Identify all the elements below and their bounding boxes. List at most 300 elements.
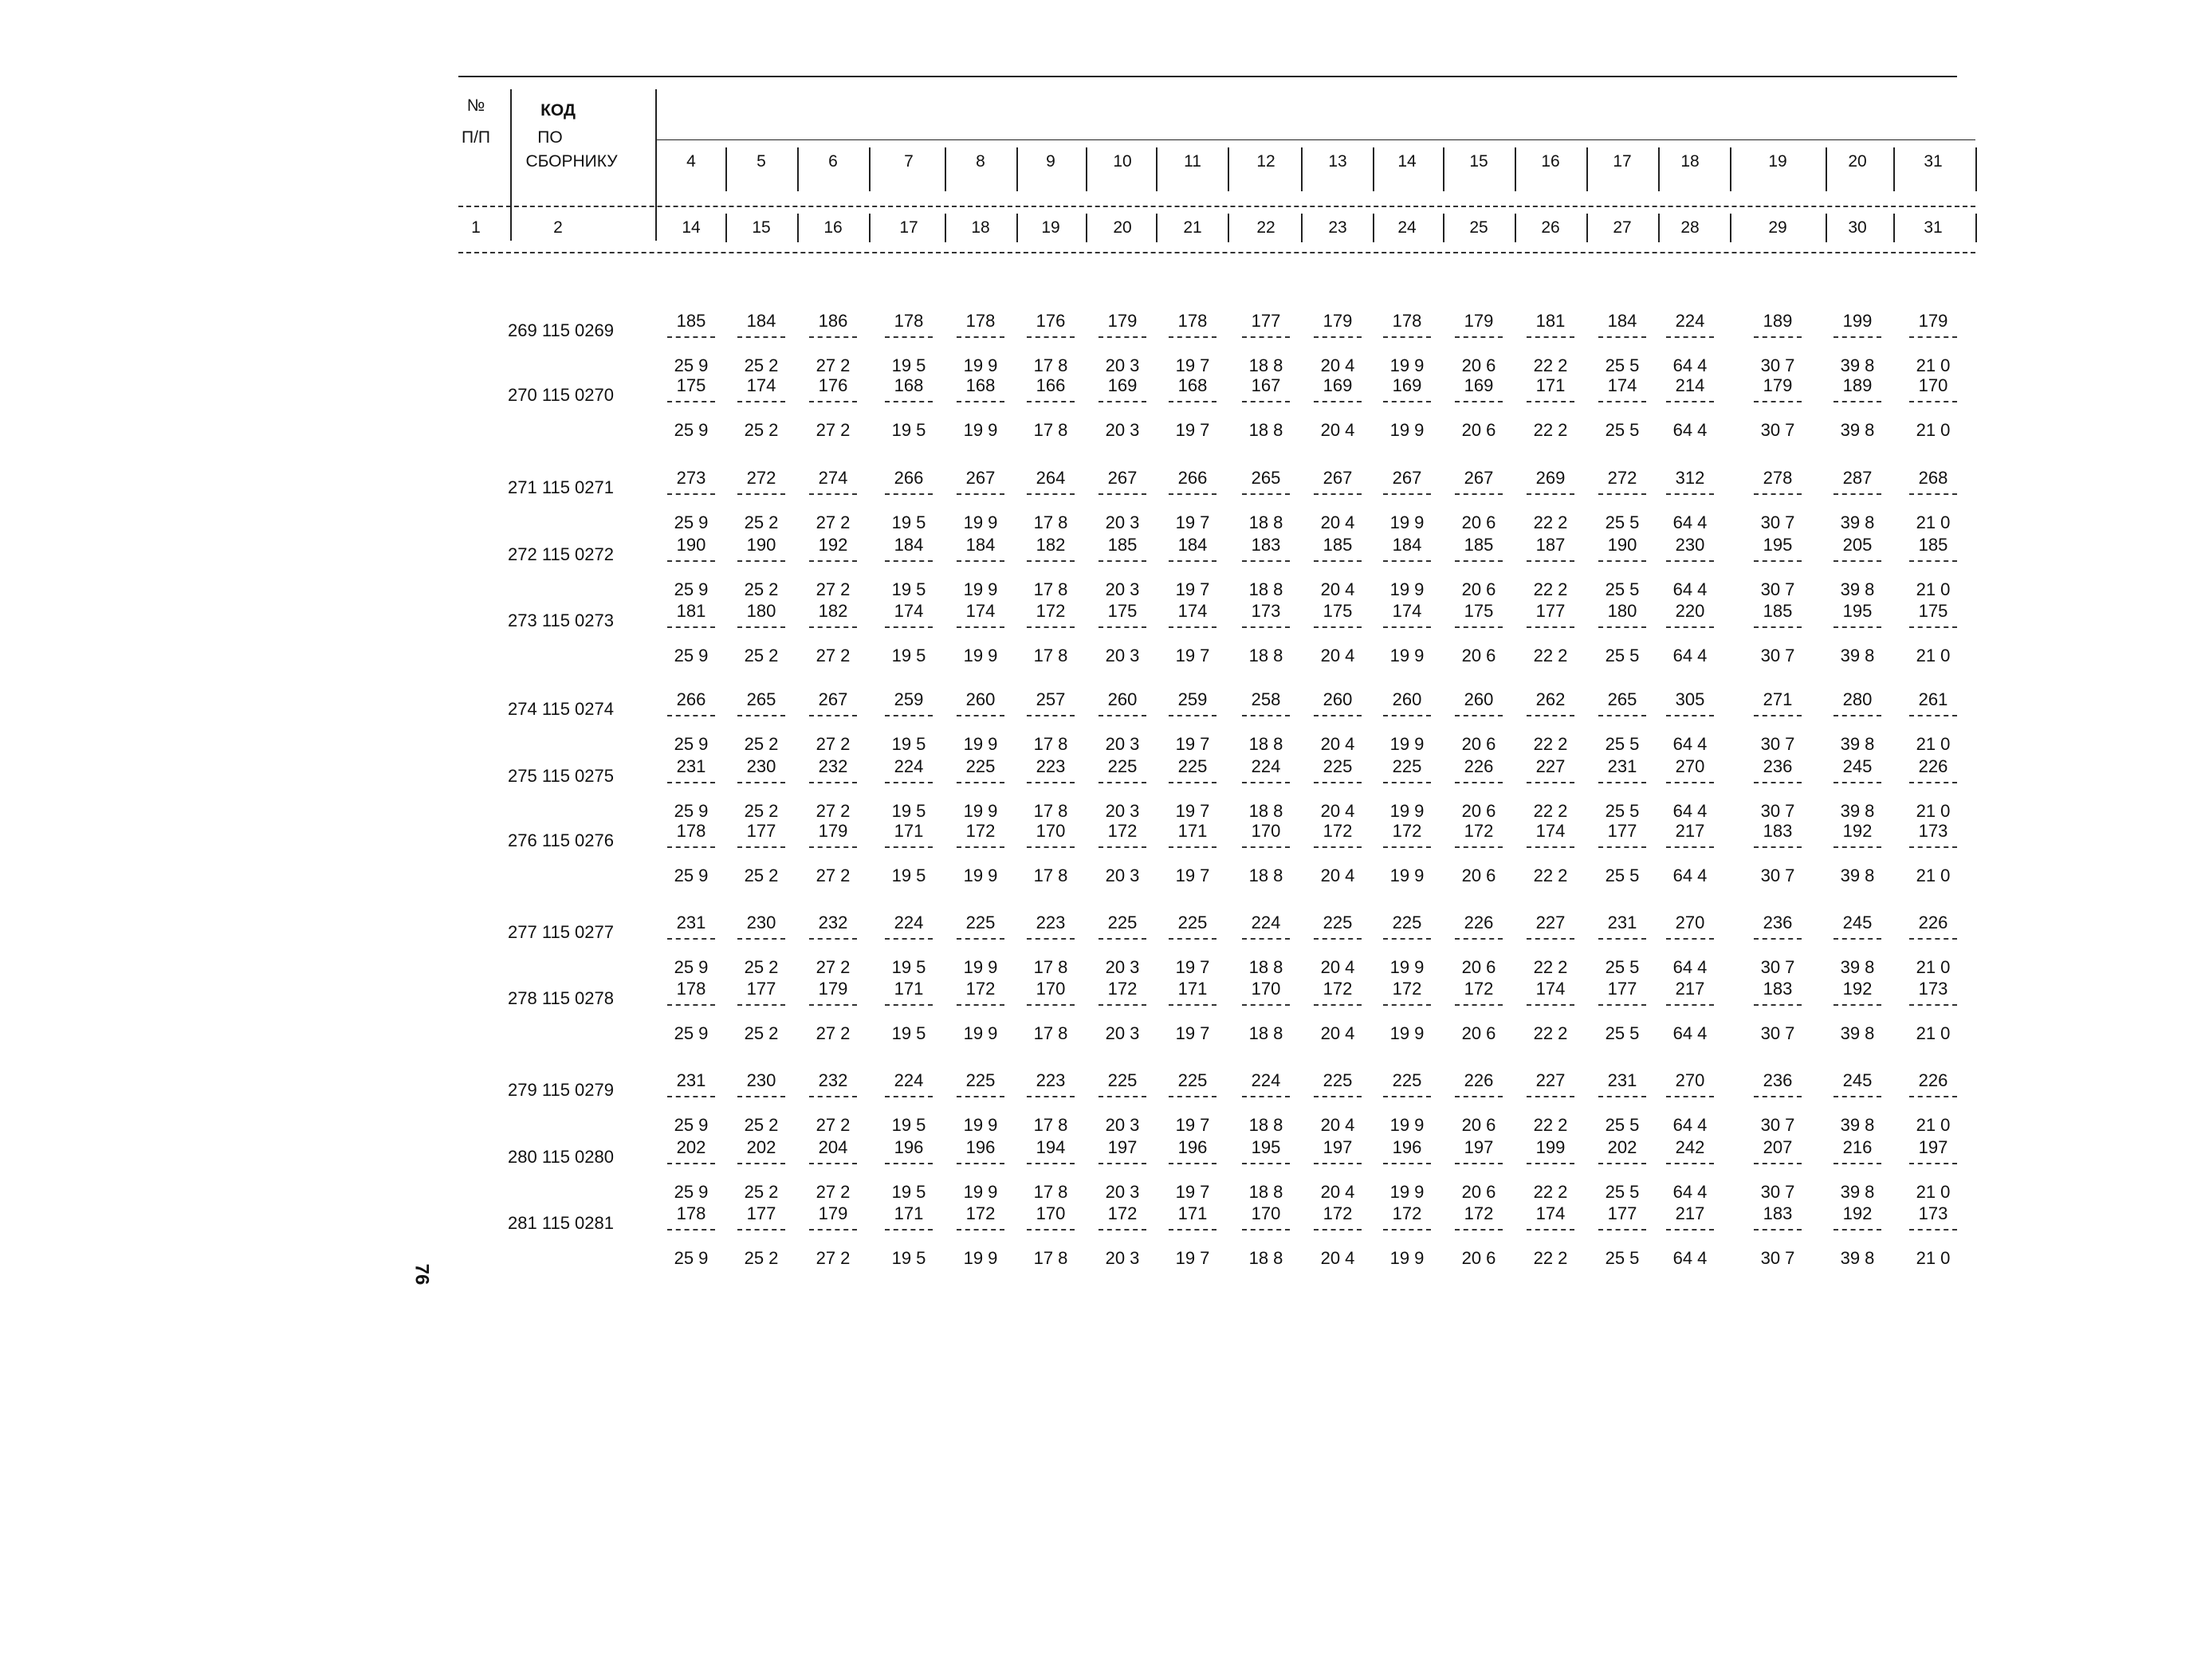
price-denominator: 25 2 xyxy=(744,957,779,977)
price-denominator: 17 8 xyxy=(1033,646,1068,665)
row-code: 274 115 0274 xyxy=(508,699,614,719)
price-numerator: 182 xyxy=(1036,535,1066,555)
fraction-bar xyxy=(1314,336,1362,338)
price-numerator: 172 xyxy=(965,821,996,841)
fraction-bar xyxy=(1455,715,1503,716)
price-denominator: 18 8 xyxy=(1248,734,1283,754)
price-numerator: 178 xyxy=(1177,311,1208,331)
price-denominator: 19 7 xyxy=(1175,579,1210,599)
price-denominator: 20 6 xyxy=(1461,866,1496,885)
price-numerator: 177 xyxy=(1607,1203,1637,1223)
price-numerator: 172 xyxy=(1323,979,1353,999)
price-numerator: 223 xyxy=(1036,1070,1066,1090)
price-denominator: 20 4 xyxy=(1320,957,1355,977)
price-denominator: 30 7 xyxy=(1760,801,1795,821)
price-denominator: 25 5 xyxy=(1605,1182,1640,1202)
fraction-bar xyxy=(1909,846,1957,848)
price-numerator: 266 xyxy=(894,468,924,488)
price-numerator: 178 xyxy=(676,979,706,999)
page-number: 76 xyxy=(411,1263,433,1286)
fraction-bar xyxy=(1099,938,1146,940)
col-separator xyxy=(1826,214,1827,242)
fraction-bar xyxy=(1666,336,1714,338)
price-denominator: 19 5 xyxy=(891,646,926,665)
price-denominator: 22 2 xyxy=(1533,1182,1568,1202)
header-col-number: 6 xyxy=(828,152,838,171)
price-numerator: 183 xyxy=(1763,979,1793,999)
fraction-bar xyxy=(1527,1229,1574,1231)
fraction-bar xyxy=(1099,493,1146,495)
header-col-index: 14 xyxy=(682,218,701,237)
price-numerator: 270 xyxy=(1675,756,1705,776)
fraction-bar xyxy=(1754,560,1802,562)
price-numerator: 174 xyxy=(1535,821,1566,841)
header-col-index: 17 xyxy=(899,218,918,237)
price-denominator: 19 9 xyxy=(963,1023,998,1043)
fraction-bar xyxy=(1527,1004,1574,1006)
price-numerator: 202 xyxy=(676,1137,706,1157)
fraction-bar xyxy=(1099,1004,1146,1006)
price-numerator: 260 xyxy=(1323,689,1353,709)
price-numerator: 179 xyxy=(818,979,848,999)
price-numerator: 169 xyxy=(1464,375,1494,395)
price-numerator: 227 xyxy=(1535,756,1566,776)
price-denominator: 18 8 xyxy=(1248,1023,1283,1043)
header-col-number: 19 xyxy=(1768,152,1787,171)
fraction-bar xyxy=(1455,493,1503,495)
fraction-bar xyxy=(1527,1163,1574,1164)
header-col-number: 9 xyxy=(1046,152,1055,171)
price-denominator: 19 5 xyxy=(891,1248,926,1268)
price-denominator: 22 2 xyxy=(1533,1248,1568,1268)
price-denominator: 21 0 xyxy=(1916,420,1951,440)
header-col-number: 13 xyxy=(1328,152,1347,171)
price-numerator: 172 xyxy=(1107,979,1138,999)
col-separator xyxy=(1975,214,1977,242)
price-numerator: 171 xyxy=(1177,1203,1208,1223)
fraction-bar xyxy=(667,846,715,848)
fraction-bar xyxy=(1598,560,1646,562)
price-numerator: 195 xyxy=(1842,601,1873,621)
fraction-bar xyxy=(1754,1004,1802,1006)
price-numerator: 196 xyxy=(1177,1137,1208,1157)
fraction-bar xyxy=(957,1004,1004,1006)
fraction-bar xyxy=(737,1004,785,1006)
price-denominator: 30 7 xyxy=(1760,957,1795,977)
price-denominator: 30 7 xyxy=(1760,1115,1795,1135)
fraction-bar xyxy=(1242,846,1290,848)
fraction-bar xyxy=(1314,782,1362,783)
fraction-bar xyxy=(1027,1004,1075,1006)
col-separator xyxy=(1443,147,1444,191)
price-denominator: 20 6 xyxy=(1461,646,1496,665)
price-denominator: 22 2 xyxy=(1533,579,1568,599)
price-numerator: 170 xyxy=(1251,1203,1281,1223)
price-numerator: 272 xyxy=(746,468,776,488)
col-separator xyxy=(1826,147,1827,191)
fraction-bar xyxy=(1027,782,1075,783)
price-numerator: 242 xyxy=(1675,1137,1705,1157)
fraction-bar xyxy=(1527,938,1574,940)
fraction-bar xyxy=(1169,626,1216,628)
price-denominator: 64 4 xyxy=(1672,866,1708,885)
fraction-bar xyxy=(1455,1096,1503,1097)
col-separator xyxy=(1658,147,1660,191)
price-numerator: 185 xyxy=(1107,535,1138,555)
price-denominator: 22 2 xyxy=(1533,957,1568,977)
fraction-bar xyxy=(1909,1229,1957,1231)
price-numerator: 177 xyxy=(1251,311,1281,331)
fraction-bar xyxy=(1666,1004,1714,1006)
fraction-bar xyxy=(1242,626,1290,628)
fraction-bar xyxy=(1834,782,1881,783)
col-separator xyxy=(1301,147,1303,191)
price-numerator: 185 xyxy=(676,311,706,331)
price-numerator: 230 xyxy=(746,913,776,932)
price-numerator: 185 xyxy=(1464,535,1494,555)
row-code: 270 115 0270 xyxy=(508,385,614,405)
price-denominator: 20 6 xyxy=(1461,1182,1496,1202)
price-denominator: 25 9 xyxy=(674,734,709,754)
fraction-bar xyxy=(1598,782,1646,783)
price-numerator: 225 xyxy=(1392,913,1422,932)
fraction-bar xyxy=(1909,401,1957,402)
fraction-bar xyxy=(1598,401,1646,402)
price-numerator: 273 xyxy=(676,468,706,488)
fraction-bar xyxy=(1834,1004,1881,1006)
fraction-bar xyxy=(885,938,933,940)
fraction-bar xyxy=(957,938,1004,940)
col-separator xyxy=(1730,147,1731,191)
price-numerator: 197 xyxy=(1107,1137,1138,1157)
fraction-bar xyxy=(1834,1096,1881,1097)
price-denominator: 30 7 xyxy=(1760,420,1795,440)
price-numerator: 225 xyxy=(1392,756,1422,776)
fraction-bar xyxy=(737,938,785,940)
price-denominator: 21 0 xyxy=(1916,512,1951,532)
price-numerator: 268 xyxy=(1918,468,1948,488)
price-denominator: 27 2 xyxy=(816,512,851,532)
price-denominator: 21 0 xyxy=(1916,866,1951,885)
fraction-bar xyxy=(1754,401,1802,402)
price-numerator: 265 xyxy=(1251,468,1281,488)
fraction-bar xyxy=(1455,336,1503,338)
price-numerator: 189 xyxy=(1763,311,1793,331)
price-denominator: 25 5 xyxy=(1605,355,1640,375)
price-numerator: 173 xyxy=(1918,979,1948,999)
price-denominator: 20 3 xyxy=(1105,801,1140,821)
header-col-index: 15 xyxy=(752,218,771,237)
price-denominator: 19 5 xyxy=(891,801,926,821)
fraction-bar xyxy=(737,715,785,716)
price-denominator: 20 4 xyxy=(1320,866,1355,885)
price-numerator: 172 xyxy=(1323,821,1353,841)
price-numerator: 224 xyxy=(894,756,924,776)
fraction-bar xyxy=(667,493,715,495)
col-separator xyxy=(1975,147,1977,191)
price-denominator: 27 2 xyxy=(816,1248,851,1268)
fraction-bar xyxy=(1834,401,1881,402)
row-code: 277 115 0277 xyxy=(508,922,614,942)
fraction-bar xyxy=(1099,1096,1146,1097)
price-numerator: 175 xyxy=(1918,601,1948,621)
price-numerator: 180 xyxy=(1607,601,1637,621)
fraction-bar xyxy=(1383,938,1431,940)
price-denominator: 30 7 xyxy=(1760,1248,1795,1268)
fraction-bar xyxy=(1027,336,1075,338)
price-numerator: 171 xyxy=(894,821,924,841)
price-numerator: 175 xyxy=(1464,601,1494,621)
price-numerator: 172 xyxy=(1107,1203,1138,1223)
col-separator xyxy=(869,214,871,242)
price-denominator: 19 5 xyxy=(891,512,926,532)
price-numerator: 259 xyxy=(1177,689,1208,709)
fraction-bar xyxy=(957,1163,1004,1164)
header-col-number: 20 xyxy=(1848,152,1867,171)
price-numerator: 226 xyxy=(1918,756,1948,776)
price-numerator: 178 xyxy=(676,1203,706,1223)
price-denominator: 25 9 xyxy=(674,801,709,821)
header-col-number: 12 xyxy=(1256,152,1275,171)
fraction-bar xyxy=(1099,1229,1146,1231)
price-numerator: 186 xyxy=(818,311,848,331)
fraction-bar xyxy=(1169,1004,1216,1006)
price-denominator: 18 8 xyxy=(1248,646,1283,665)
fraction-bar xyxy=(1834,560,1881,562)
fraction-bar xyxy=(1834,938,1881,940)
header-col-index: 29 xyxy=(1768,218,1787,237)
fraction-bar xyxy=(667,938,715,940)
col-separator xyxy=(1086,147,1087,191)
fraction-bar xyxy=(1666,846,1714,848)
price-numerator: 170 xyxy=(1036,821,1066,841)
row-code: 280 115 0280 xyxy=(508,1147,614,1167)
fraction-bar xyxy=(1027,715,1075,716)
price-numerator: 170 xyxy=(1251,979,1281,999)
fraction-bar xyxy=(1909,560,1957,562)
price-denominator: 25 2 xyxy=(744,1248,779,1268)
price-denominator: 30 7 xyxy=(1760,579,1795,599)
fraction-bar xyxy=(1598,493,1646,495)
fraction-bar xyxy=(1027,401,1075,402)
price-numerator: 169 xyxy=(1392,375,1422,395)
fraction-bar xyxy=(1598,1004,1646,1006)
price-numerator: 271 xyxy=(1763,689,1793,709)
price-numerator: 260 xyxy=(1464,689,1494,709)
col-separator xyxy=(1515,147,1516,191)
fraction-bar xyxy=(809,493,857,495)
price-denominator: 19 7 xyxy=(1175,1248,1210,1268)
col-separator xyxy=(1086,214,1087,242)
price-numerator: 202 xyxy=(1607,1137,1637,1157)
fraction-bar xyxy=(1314,1004,1362,1006)
price-numerator: 223 xyxy=(1036,756,1066,776)
price-denominator: 30 7 xyxy=(1760,866,1795,885)
fraction-bar xyxy=(1666,626,1714,628)
price-numerator: 226 xyxy=(1464,1070,1494,1090)
fraction-bar xyxy=(1909,336,1957,338)
price-numerator: 260 xyxy=(1392,689,1422,709)
fraction-bar xyxy=(1383,846,1431,848)
fraction-bar xyxy=(1666,493,1714,495)
price-denominator: 25 2 xyxy=(744,646,779,665)
price-denominator: 25 5 xyxy=(1605,512,1640,532)
fraction-bar xyxy=(667,1004,715,1006)
fraction-bar xyxy=(1527,782,1574,783)
price-numerator: 258 xyxy=(1251,689,1281,709)
fraction-bar xyxy=(737,560,785,562)
price-numerator: 195 xyxy=(1251,1137,1281,1157)
price-numerator: 185 xyxy=(1918,535,1948,555)
price-numerator: 227 xyxy=(1535,913,1566,932)
price-denominator: 20 6 xyxy=(1461,957,1496,977)
price-numerator: 261 xyxy=(1918,689,1948,709)
header-index-2: 2 xyxy=(553,218,563,237)
fraction-bar xyxy=(1169,493,1216,495)
price-numerator: 231 xyxy=(676,756,706,776)
fraction-bar xyxy=(667,1229,715,1231)
header-col-number: 16 xyxy=(1541,152,1560,171)
price-denominator: 20 3 xyxy=(1105,355,1140,375)
price-numerator: 190 xyxy=(746,535,776,555)
fraction-bar xyxy=(809,336,857,338)
fraction-bar xyxy=(1754,626,1802,628)
header-col-index: 26 xyxy=(1541,218,1560,237)
price-numerator: 204 xyxy=(818,1137,848,1157)
price-numerator: 185 xyxy=(1763,601,1793,621)
fraction-bar xyxy=(1242,1004,1290,1006)
price-numerator: 179 xyxy=(818,821,848,841)
fraction-bar xyxy=(1666,782,1714,783)
price-denominator: 20 4 xyxy=(1320,579,1355,599)
price-numerator: 230 xyxy=(746,1070,776,1090)
price-denominator: 19 9 xyxy=(1389,1023,1425,1043)
fraction-bar xyxy=(1242,336,1290,338)
price-numerator: 274 xyxy=(818,468,848,488)
price-denominator: 30 7 xyxy=(1760,512,1795,532)
price-numerator: 226 xyxy=(1464,913,1494,932)
fraction-bar xyxy=(1314,1096,1362,1097)
price-numerator: 168 xyxy=(965,375,996,395)
header-col-number: 31 xyxy=(1924,152,1943,171)
fraction-bar xyxy=(1169,715,1216,716)
price-numerator: 220 xyxy=(1675,601,1705,621)
col-separator xyxy=(797,147,799,191)
fraction-bar xyxy=(667,1096,715,1097)
price-denominator: 19 9 xyxy=(963,512,998,532)
price-denominator: 27 2 xyxy=(816,734,851,754)
price-denominator: 27 2 xyxy=(816,957,851,977)
price-numerator: 170 xyxy=(1251,821,1281,841)
price-denominator: 30 7 xyxy=(1760,646,1795,665)
price-denominator: 17 8 xyxy=(1033,1248,1068,1268)
price-denominator: 19 9 xyxy=(1389,734,1425,754)
fraction-bar xyxy=(1314,846,1362,848)
price-denominator: 27 2 xyxy=(816,579,851,599)
fraction-bar xyxy=(809,626,857,628)
fraction-bar xyxy=(885,626,933,628)
price-denominator: 39 8 xyxy=(1840,1023,1875,1043)
fraction-bar xyxy=(1754,782,1802,783)
price-denominator: 20 3 xyxy=(1105,420,1140,440)
fraction-bar xyxy=(1909,626,1957,628)
price-denominator: 20 3 xyxy=(1105,734,1140,754)
price-numerator: 183 xyxy=(1763,821,1793,841)
price-numerator: 265 xyxy=(1607,689,1637,709)
price-denominator: 39 8 xyxy=(1840,512,1875,532)
fraction-bar xyxy=(1598,336,1646,338)
fraction-bar xyxy=(1527,626,1574,628)
price-numerator: 259 xyxy=(894,689,924,709)
price-numerator: 265 xyxy=(746,689,776,709)
price-denominator: 17 8 xyxy=(1033,579,1068,599)
price-denominator: 19 5 xyxy=(891,866,926,885)
price-denominator: 30 7 xyxy=(1760,1182,1795,1202)
price-denominator: 27 2 xyxy=(816,866,851,885)
price-numerator: 172 xyxy=(1323,1203,1353,1223)
price-denominator: 19 5 xyxy=(891,579,926,599)
fraction-bar xyxy=(809,1229,857,1231)
price-numerator: 173 xyxy=(1918,821,1948,841)
fraction-bar xyxy=(809,560,857,562)
price-denominator: 25 5 xyxy=(1605,734,1640,754)
col-separator xyxy=(1373,147,1374,191)
price-denominator: 20 4 xyxy=(1320,646,1355,665)
price-denominator: 25 9 xyxy=(674,1248,709,1268)
price-numerator: 185 xyxy=(1323,535,1353,555)
price-numerator: 262 xyxy=(1535,689,1566,709)
price-numerator: 269 xyxy=(1535,468,1566,488)
fraction-bar xyxy=(1909,1163,1957,1164)
fraction-bar xyxy=(737,626,785,628)
price-denominator: 19 9 xyxy=(1389,579,1425,599)
col-separator xyxy=(1373,214,1374,242)
fraction-bar xyxy=(1527,560,1574,562)
fraction-bar xyxy=(1455,401,1503,402)
price-denominator: 20 4 xyxy=(1320,801,1355,821)
price-denominator: 18 8 xyxy=(1248,355,1283,375)
price-numerator: 196 xyxy=(894,1137,924,1157)
price-numerator: 270 xyxy=(1675,1070,1705,1090)
price-numerator: 224 xyxy=(894,913,924,932)
fraction-bar xyxy=(885,782,933,783)
price-denominator: 39 8 xyxy=(1840,957,1875,977)
price-denominator: 27 2 xyxy=(816,1115,851,1135)
header-col-number: 17 xyxy=(1613,152,1632,171)
fraction-bar xyxy=(1383,336,1431,338)
price-numerator: 189 xyxy=(1842,375,1873,395)
fraction-bar xyxy=(1666,715,1714,716)
price-denominator: 17 8 xyxy=(1033,1182,1068,1202)
row-code: 275 115 0275 xyxy=(508,766,614,786)
fraction-bar xyxy=(957,782,1004,783)
fraction-bar xyxy=(1527,715,1574,716)
price-numerator: 216 xyxy=(1842,1137,1873,1157)
price-numerator: 217 xyxy=(1675,821,1705,841)
price-numerator: 225 xyxy=(1177,913,1208,932)
fraction-bar xyxy=(1169,782,1216,783)
fraction-bar xyxy=(885,493,933,495)
price-numerator: 178 xyxy=(894,311,924,331)
fraction-bar xyxy=(1099,1163,1146,1164)
row-code: 269 115 0269 xyxy=(508,320,614,340)
fraction-bar xyxy=(1027,846,1075,848)
fraction-bar xyxy=(1169,336,1216,338)
price-denominator: 64 4 xyxy=(1672,1248,1708,1268)
price-denominator: 20 6 xyxy=(1461,579,1496,599)
header-bottom-rule xyxy=(458,252,1975,253)
header-num-symbol: № xyxy=(466,96,485,115)
